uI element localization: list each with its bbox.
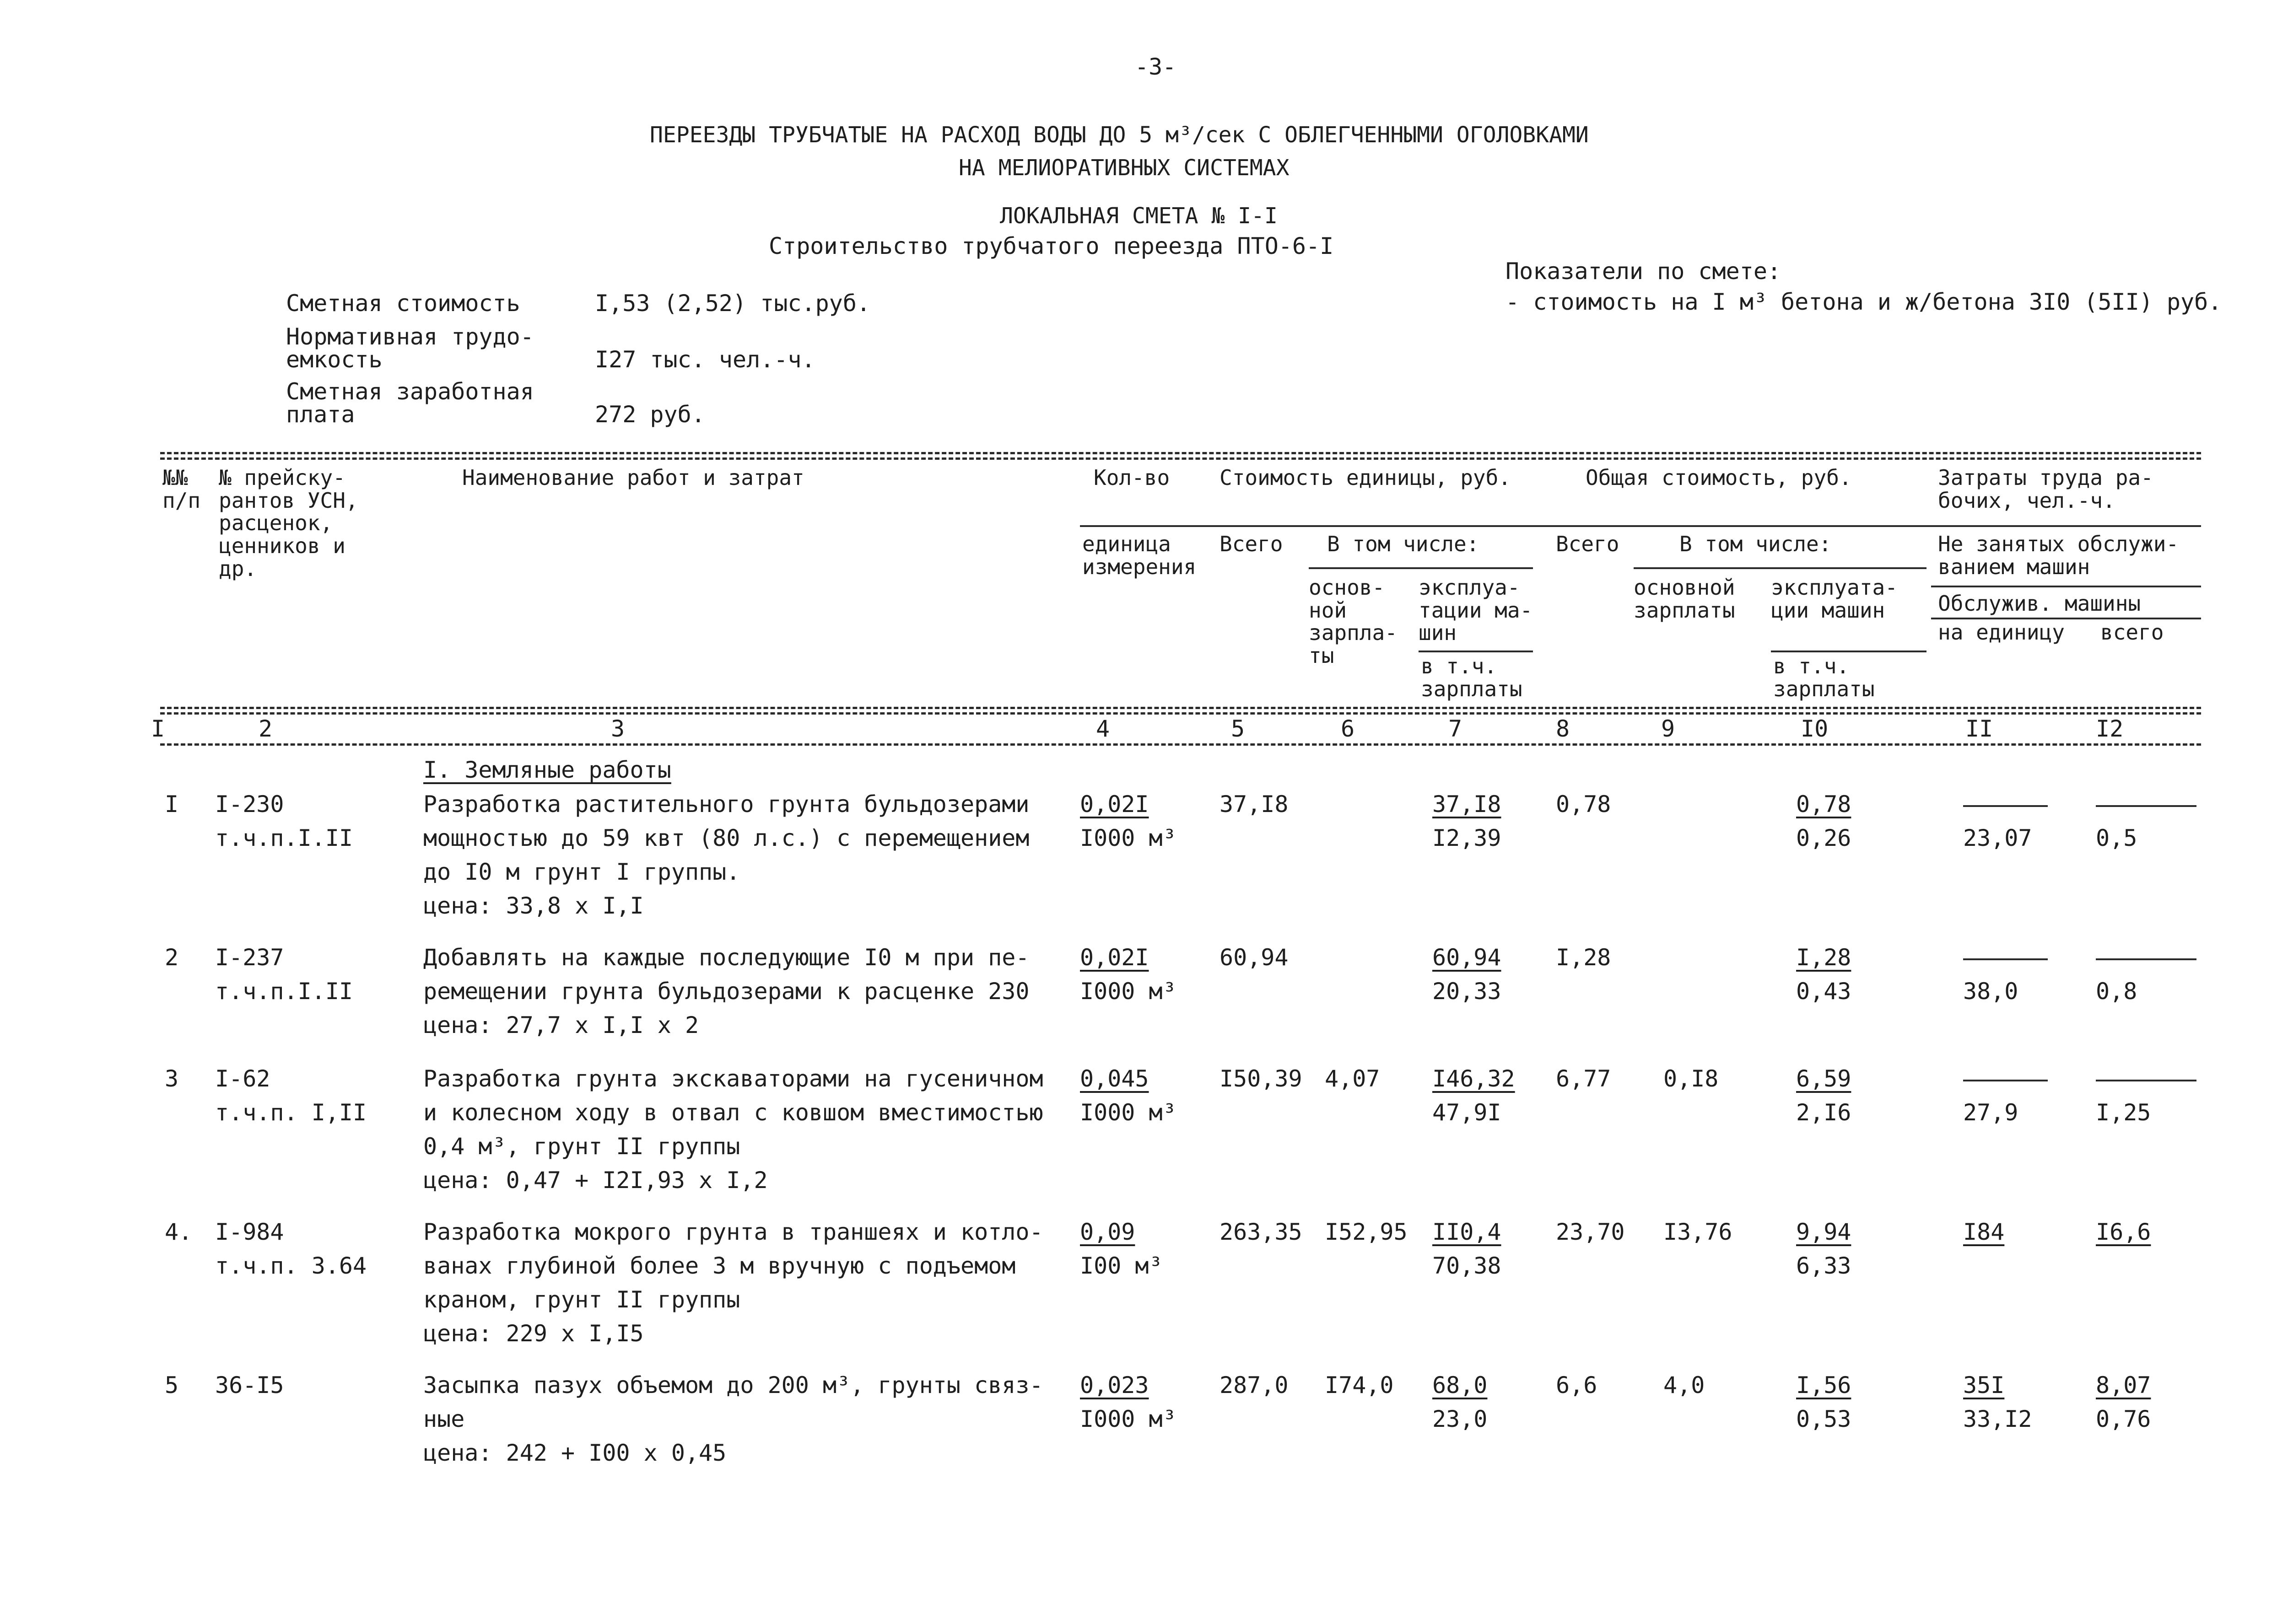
hdr-unit: единица измерения xyxy=(1082,532,1197,579)
row-name-line: цена: 33,8 x I,I xyxy=(423,893,644,919)
row-name-line: ванах глубиной более 3 м вручную с подъемом xyxy=(423,1253,1016,1279)
row-unit-machine-wage: 47,9I xyxy=(1432,1099,1501,1126)
col-num-12: I2 xyxy=(2096,715,2124,742)
title-line-1: ПЕРЕЕЗДЫ ТРУБЧАТЫЕ НА РАСХОД ВОДЫ ДО 5 м³/сек С ОБЛЕГЧЕННЫМИ ОГОЛОВКАМИ xyxy=(650,122,1589,148)
hdr-unit-total: Всего xyxy=(1220,532,1283,556)
col-num-8: 8 xyxy=(1556,715,1570,742)
row-total-machine-op: 6,59 xyxy=(1796,1065,1851,1092)
row-name-line: Добавлять на каждые последующие I0 м при пе- xyxy=(423,944,1030,971)
row-labor-total-2: 0,8 xyxy=(2096,978,2137,1005)
row-name-line: 0,4 м³, грунт II группы xyxy=(423,1133,740,1160)
col-num-11: II xyxy=(1965,715,1993,742)
hdr-incl-2: В том числе: xyxy=(1679,532,1832,556)
row-name-line: до I0 м грунт I группы. xyxy=(423,859,740,885)
row-total-basic-wage: I3,76 xyxy=(1663,1219,1732,1245)
row-labor-per-unit-bar xyxy=(1963,805,2048,807)
row-name-line: Разработка растительного грунта бульдозерами xyxy=(423,791,1030,817)
table-top-rule-1 xyxy=(160,452,2201,454)
hdr-rule-wages-2 xyxy=(1771,651,1926,652)
hdr-labor: Затраты труда ра- бочих, чел.-ч. xyxy=(1938,465,2153,513)
row-labor-per-unit-2: 27,9 xyxy=(1963,1099,2018,1126)
wage-label-2: плата xyxy=(286,401,355,428)
row-name-line: краном, грунт II группы xyxy=(423,1286,740,1313)
table-top-rule-2 xyxy=(160,457,2201,460)
col-num-6: 6 xyxy=(1341,715,1355,742)
row-total-machine-wage: 2,I6 xyxy=(1796,1099,1851,1126)
row-labor-per-unit: 35I xyxy=(1963,1372,2005,1398)
col-num-10: I0 xyxy=(1801,715,1829,742)
row-code: I-62 xyxy=(215,1065,270,1092)
row-unit-machine-op: 60,94 xyxy=(1432,944,1501,971)
row-number: 2 xyxy=(165,944,179,971)
row-number: 4. xyxy=(165,1219,193,1245)
hdr-unit-cost: Стоимость единицы, руб. xyxy=(1220,465,1511,490)
hdr-num: №№ п/п xyxy=(162,465,201,513)
row-total-machine-op: 9,94 xyxy=(1796,1219,1851,1245)
labor-label-2: емкость xyxy=(286,346,383,373)
row-unit: I000 м³ xyxy=(1080,978,1176,1005)
row-labor-total-bar xyxy=(2096,958,2196,960)
row-code: I-230 xyxy=(215,791,284,817)
row-labor-total-2: I,25 xyxy=(2096,1099,2151,1126)
row-name-line: ремещении грунта бульдозерами к расценке 230 xyxy=(423,978,1030,1005)
row-unit-basic-wage: 4,07 xyxy=(1325,1065,1380,1092)
estimate-subtitle: Строительство трубчатого переезда ПТО-6-I xyxy=(769,233,1334,259)
hdr-rule-incl-2 xyxy=(1634,567,1926,569)
hdr-incl: В том числе: xyxy=(1327,532,1479,556)
title-line-2: НА МЕЛИОРАТИВНЫХ СИСТЕМАХ xyxy=(959,155,1290,181)
indicators-value: - стоимость на I м³ бетона и ж/бетона 3I0 (5II) руб. xyxy=(1506,289,2222,315)
hdr-basic-wage-2: основной зарплаты xyxy=(1634,575,1735,623)
row-total-machine-op: I,28 xyxy=(1796,944,1851,971)
row-unit-machine-op: 37,I8 xyxy=(1432,791,1501,817)
header-bottom-rule-1 xyxy=(160,707,2201,709)
wage-label-1: Сметная заработная xyxy=(286,378,534,405)
row-total-basic-wage: 4,0 xyxy=(1663,1372,1705,1398)
row-total-cost: I,28 xyxy=(1556,944,1611,971)
row-total-machine-op: 0,78 xyxy=(1796,791,1851,817)
row-name-line: цена: 0,47 + I2I,93 x I,2 xyxy=(423,1167,768,1194)
row-name-line: цена: 242 + I00 x 0,45 xyxy=(423,1440,727,1466)
row-unit: I00 м³ xyxy=(1080,1253,1163,1279)
col-num-9: 9 xyxy=(1661,715,1675,742)
row-labor-per-unit-bar xyxy=(1963,958,2048,960)
row-labor-per-unit-bar xyxy=(1963,1080,2048,1081)
row-total-machine-wage: 0,26 xyxy=(1796,825,1851,851)
row-unit: I000 м³ xyxy=(1080,1406,1176,1432)
hdr-rule-wages xyxy=(1419,651,1533,652)
section-title: I. Земляные работы xyxy=(423,757,671,783)
row-unit-basic-wage: I74,0 xyxy=(1325,1372,1394,1398)
col-num-5: 5 xyxy=(1231,715,1245,742)
cost-value: I,53 (2,52) тыс.руб. xyxy=(595,290,871,317)
row-number: 5 xyxy=(165,1372,179,1398)
row-name-line: Разработка грунта экскаваторами на гусеничном xyxy=(423,1065,1043,1092)
row-unit-cost-total: I50,39 xyxy=(1220,1065,1302,1092)
row-labor-per-unit: I84 xyxy=(1963,1219,2005,1245)
row-number: I xyxy=(165,791,179,817)
row-code: I-237 xyxy=(215,944,284,971)
row-total-cost: 0,78 xyxy=(1556,791,1611,817)
col-num-2: 2 xyxy=(259,715,273,742)
row-qty: 0,02I xyxy=(1080,944,1149,971)
labor-label-1: Нормативная трудо- xyxy=(286,323,534,350)
hdr-total-cost: Общая стоимость, руб. xyxy=(1586,465,1852,490)
row-total-cost: 23,70 xyxy=(1556,1219,1625,1245)
row-unit: I000 м³ xyxy=(1080,825,1176,851)
row-unit: I000 м³ xyxy=(1080,1099,1176,1126)
row-labor-total: I6,6 xyxy=(2096,1219,2151,1245)
row-qty: 0,09 xyxy=(1080,1219,1135,1245)
col-num-rule xyxy=(160,743,2201,746)
row-unit-cost-total: 287,0 xyxy=(1220,1372,1289,1398)
row-name-line: и колесном ходу в отвал с ковшом вместимостью xyxy=(423,1099,1043,1126)
hdr-incl-wages: в т.ч. зарплаты xyxy=(1421,654,1522,701)
col-num-4: 4 xyxy=(1096,715,1110,742)
hdr-qty: Кол-во xyxy=(1094,465,1170,490)
row-name-line: мощностью до 59 квт (80 л.с.) с перемещением xyxy=(423,825,1030,851)
row-labor-per-unit-2: 23,07 xyxy=(1963,825,2032,851)
row-name-line: цена: 27,7 x I,I x 2 xyxy=(423,1012,699,1038)
row-labor-total-2: 0,76 xyxy=(2096,1406,2151,1432)
row-total-machine-wage: 0,43 xyxy=(1796,978,1851,1005)
header-bottom-rule-2 xyxy=(160,712,2201,715)
hdr-rule-mid xyxy=(1080,525,2201,527)
row-unit-basic-wage: I52,95 xyxy=(1325,1219,1408,1245)
row-number: 3 xyxy=(165,1065,179,1092)
row-unit-machine-wage: I2,39 xyxy=(1432,825,1501,851)
row-unit-machine-op: II0,4 xyxy=(1432,1219,1501,1245)
row-code: I-984 xyxy=(215,1219,284,1245)
row-unit-machine-wage: 20,33 xyxy=(1432,978,1501,1005)
hdr-total-all: Всего xyxy=(1556,532,1619,556)
col-num-7: 7 xyxy=(1448,715,1462,742)
hdr-not-busy: Не занятых обслужи- ванием машин xyxy=(1938,532,2179,579)
row-labor-per-unit-2: 38,0 xyxy=(1963,978,2018,1005)
hdr-name: Наименование работ и затрат xyxy=(462,465,804,490)
hdr-total: всего xyxy=(2100,620,2164,645)
hdr-rule-serving xyxy=(1931,618,2201,619)
row-unit-cost-total: 37,I8 xyxy=(1220,791,1289,817)
row-qty: 0,02I xyxy=(1080,791,1149,817)
row-total-machine-wage: 0,53 xyxy=(1796,1406,1851,1432)
row-name-line: ные xyxy=(423,1406,465,1432)
hdr-rule-labor xyxy=(1931,586,2201,587)
row-total-cost: 6,77 xyxy=(1556,1065,1611,1092)
row-qty: 0,045 xyxy=(1080,1065,1149,1092)
col-num-3: 3 xyxy=(611,715,625,742)
row-code-2: т.ч.п. I,II xyxy=(215,1099,367,1126)
row-unit-machine-op: 68,0 xyxy=(1432,1372,1488,1398)
row-unit-machine-wage: 70,38 xyxy=(1432,1253,1501,1279)
indicators-label: Показатели по смете: xyxy=(1506,258,1781,285)
row-labor-total-2: 0,5 xyxy=(2096,825,2137,851)
wage-value: 272 руб. xyxy=(595,401,705,428)
row-unit-cost-total: 60,94 xyxy=(1220,944,1289,971)
row-labor-total-bar xyxy=(2096,1080,2196,1081)
row-labor-per-unit-2: 33,I2 xyxy=(1963,1406,2032,1432)
hdr-basic-wage: основ- ной зарпла- ты xyxy=(1309,575,1398,668)
row-total-machine-wage: 6,33 xyxy=(1796,1253,1851,1279)
row-total-cost: 6,6 xyxy=(1556,1372,1597,1398)
hdr-rule-incl xyxy=(1309,567,1533,569)
hdr-per-unit: на единицу xyxy=(1938,620,2065,645)
hdr-incl-wages-2: в т.ч. зарплаты xyxy=(1773,654,1875,701)
col-num-1: I xyxy=(151,715,165,742)
page-number: -3- xyxy=(1135,54,1176,80)
hdr-machine-op: эксплуа- тации ма- шин xyxy=(1419,575,1533,645)
row-qty: 0,023 xyxy=(1080,1372,1149,1398)
row-unit-machine-op: I46,32 xyxy=(1432,1065,1515,1092)
row-code-2: т.ч.п.I.II xyxy=(215,825,353,851)
row-total-machine-op: I,56 xyxy=(1796,1372,1851,1398)
row-name-line: Разработка мокрого грунта в траншеях и котло- xyxy=(423,1219,1043,1245)
hdr-machine-op-2: эксплуата- ции машин xyxy=(1771,575,1898,623)
row-unit-machine-wage: 23,0 xyxy=(1432,1406,1488,1432)
estimate-title: ЛОКАЛЬНАЯ СМЕТА № I-I xyxy=(1000,203,1278,229)
row-code-2: т.ч.п.I.II xyxy=(215,978,353,1005)
hdr-serving: Обслужив. машины xyxy=(1938,591,2141,616)
row-name-line: Засыпка пазух объемом до 200 м³, грунты связ- xyxy=(423,1372,1043,1398)
hdr-code: № прейску- рантов УСН, расценок, ценников и др. xyxy=(219,465,358,581)
row-unit-cost-total: 263,35 xyxy=(1220,1219,1302,1245)
row-labor-total-bar xyxy=(2096,805,2196,807)
labor-value: I27 тыс. чел.-ч. xyxy=(595,346,815,373)
row-total-basic-wage: 0,I8 xyxy=(1663,1065,1719,1092)
cost-label: Сметная стоимость xyxy=(286,290,520,317)
row-labor-total: 8,07 xyxy=(2096,1372,2151,1398)
row-code: 36-I5 xyxy=(215,1372,284,1398)
row-code-2: т.ч.п. 3.64 xyxy=(215,1253,367,1279)
row-name-line: цена: 229 x I,I5 xyxy=(423,1320,644,1347)
